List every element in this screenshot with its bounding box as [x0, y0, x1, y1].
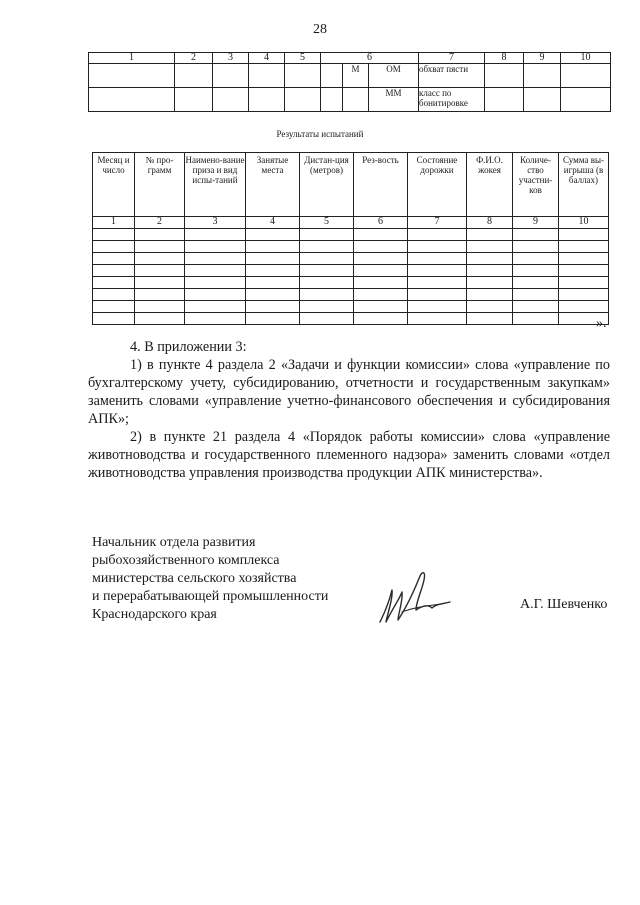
col-number: 3: [185, 217, 246, 229]
col-number: 7: [408, 217, 467, 229]
top-table: [88, 52, 611, 112]
results-caption: Результаты испытаний: [276, 129, 364, 139]
header-cell: Рез-вость: [354, 153, 408, 217]
cell-obkhvat: обхват пясти: [419, 64, 485, 88]
position-line: министерства сельского хозяйства: [92, 571, 297, 586]
header-cell: Ф.И.О. жокея: [467, 153, 513, 217]
table-row: [93, 253, 609, 265]
top-table-number-row: [89, 53, 611, 64]
col-number: 10: [559, 217, 609, 229]
paragraph-item-2: 2) в пункте 21 раздела 4 «Порядок работы комиссии» слова «управление животноводства и государственного племенного надзора» заменить словами «отдел животноводства управления производства продукции АПК министерства».: [88, 429, 610, 481]
col-number: 3: [213, 53, 249, 64]
col-number: 4: [249, 53, 285, 64]
col-number: 9: [513, 217, 559, 229]
table-row: [93, 313, 609, 325]
header-cell: Состояние дорожки: [408, 153, 467, 217]
closing-quote: ».: [596, 316, 607, 331]
col-number: 9: [524, 53, 561, 64]
paragraph-item-1: 1) в пункте 4 раздела 2 «Задачи и функции комиссии» слова «управление по бухгалтерскому учету, субсидированию, отчетности и государственным закупкам» заменить словами «управление учетно-финансового обеспечения и субсидирования АПК»;: [88, 357, 610, 427]
results-table: [92, 152, 609, 325]
col-number: 6: [321, 53, 419, 64]
col-number: 5: [300, 217, 354, 229]
col-number: 1: [93, 217, 135, 229]
signatory-name: А.Г. Шевченко: [520, 597, 608, 612]
paragraph-heading: 4. В приложении 3:: [130, 339, 247, 355]
header-cell: Наимено-вание приза и вид испы-таний: [185, 153, 246, 217]
col-number: 8: [485, 53, 524, 64]
header-cell: Сумма вы-игрыша (в баллах): [559, 153, 609, 217]
table-row: [89, 88, 611, 112]
cell-m: М: [343, 64, 369, 88]
header-cell: Количе-ство участни-ков: [513, 153, 559, 217]
position-line: Краснодарского края: [92, 607, 217, 622]
header-cell: Занятые места: [246, 153, 300, 217]
position-line: Начальник отдела развития: [92, 535, 256, 550]
cell-om: ОМ: [369, 64, 419, 88]
col-number: 6: [354, 217, 408, 229]
col-number: 8: [467, 217, 513, 229]
table-row: [93, 241, 609, 253]
cell-klass: класс по бонитировке: [419, 88, 485, 112]
col-number: 10: [561, 53, 611, 64]
results-header-row: [93, 153, 609, 217]
col-number: 7: [419, 53, 485, 64]
header-cell: Дистан-ция (метров): [300, 153, 354, 217]
cell-mm: ММ: [369, 88, 419, 112]
header-cell: № про-грамм: [135, 153, 185, 217]
results-number-row: [93, 217, 609, 229]
table-row: [93, 289, 609, 301]
header-cell: Месяц и число: [93, 153, 135, 217]
page-number: 28: [313, 22, 327, 37]
table-row: [93, 265, 609, 277]
col-number: 2: [175, 53, 213, 64]
col-number: 5: [285, 53, 321, 64]
col-number: 4: [246, 217, 300, 229]
table-row: [89, 64, 611, 88]
table-row: [93, 229, 609, 241]
col-number: 1: [89, 53, 175, 64]
col-number: 2: [135, 217, 185, 229]
table-row: [93, 301, 609, 313]
handwritten-signature: [372, 562, 462, 632]
signatory-position: [92, 534, 392, 624]
position-line: и перерабатывающей промышленности: [92, 589, 329, 604]
position-line: рыбохозяйственного комплекса: [92, 553, 280, 568]
table-row: [93, 277, 609, 289]
